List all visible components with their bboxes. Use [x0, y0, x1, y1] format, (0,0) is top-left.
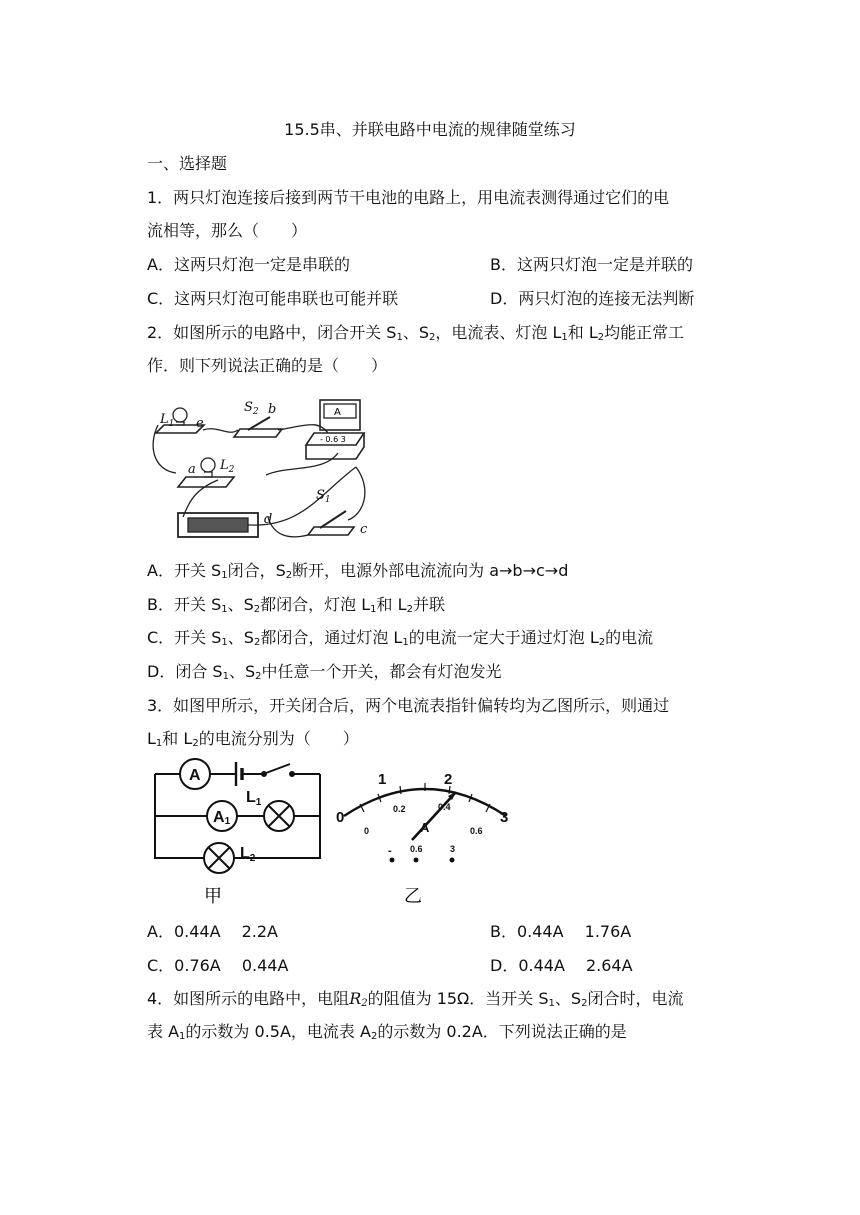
q3-option-a: A．0.44A 2.2A — [147, 922, 278, 941]
q2-option-d: D．闭合 $S_1$、$S_2$中任意一个开关，都会有灯泡发光 — [147, 662, 502, 682]
q1-option-c: C．这两只灯泡可能串联也可能并联 — [147, 289, 399, 308]
q2-stem-line2: 作．则下列说法正确的是（ ） — [147, 356, 388, 375]
q3-stem-line2: $L_1$和 $L_2$的电流分别为（ ） — [147, 729, 359, 749]
q1-option-a: A．这两只灯泡一定是串联的 — [147, 255, 350, 274]
yi-inner-tick-1: 0.2 — [393, 804, 406, 814]
jia-ammeter-a: A — [189, 767, 201, 784]
q3-meter-yi — [330, 770, 520, 910]
q3-stem-line1: 3．如图甲所示，开关闭合后，两个电流表指针偏转均为乙图所示，则通过 — [147, 696, 670, 715]
fig-label-d: d — [264, 512, 273, 527]
q1-stem-line1: 1．两只灯泡连接后接到两节干电池的电路上，用电流表测得通过它们的电 — [147, 188, 670, 207]
yi-unit-label: A — [420, 820, 430, 835]
yi-outer-tick-2: 2 — [444, 771, 453, 788]
q4-stem-line2: 表 $A_1$的示数为 0.5A，电流表 $A_2$的示数为 0.2A．下列说法正确的是 — [147, 1022, 627, 1042]
yi-inner-tick-2: 0.4 — [438, 802, 451, 812]
yi-outer-tick-0: 0 — [336, 809, 345, 826]
jia-label-l2: L2 — [240, 845, 256, 864]
fig-ammeter-terminals: - 0.6 3 — [320, 435, 346, 444]
q2-option-c: C．开关 $S_1$、$S_2$都闭合，通过灯泡 $L_1$的电流一定大于通过灯泡 $L_2$的电流 — [147, 628, 654, 648]
q3-option-c: C．0.76A 0.44A — [147, 956, 289, 975]
yi-inner-tick-3: 0.6 — [470, 826, 483, 836]
fig-label-a: a — [188, 462, 196, 477]
jia-caption: 甲 — [204, 886, 222, 907]
q3-option-d: D．0.44A 2.64A — [490, 956, 633, 975]
yi-terminal-06: 0.6 — [410, 844, 423, 854]
q1-option-b: B．这两只灯泡一定是并联的 — [490, 255, 693, 274]
fig-label-s2: $S_2$ — [244, 400, 259, 417]
q2-option-b: B．开关 $S_1$、$S_2$都闭合，灯泡 $L_1$和 $L_2$并联 — [147, 595, 445, 615]
jia-ammeter-a1: A1 — [213, 809, 231, 827]
section-heading: 一、选择题 — [147, 154, 228, 173]
q1-option-d: D．两只灯泡的连接无法判断 — [490, 289, 695, 308]
yi-outer-tick-1: 1 — [378, 771, 387, 788]
yi-caption: 乙 — [404, 886, 422, 907]
fig-label-s1: $S_1$ — [316, 488, 331, 505]
q2-circuit-figure — [148, 395, 378, 550]
q3-circuit-jia — [152, 762, 322, 907]
fig-label-l1: $L_1$ — [160, 412, 175, 429]
jia-label-l1: L1 — [246, 789, 262, 808]
yi-terminal-3: 3 — [450, 844, 456, 854]
yi-terminal-minus: - — [388, 845, 392, 857]
yi-outer-tick-3: 3 — [500, 809, 509, 826]
fig-label-e: e — [196, 416, 204, 431]
q4-stem-line1: 4．如图所示的电路中，电阻$R_2$的阻值为 15Ω．当开关 $S_1$、$S_2$闭合时，电流 — [147, 989, 684, 1009]
yi-inner-tick-0: 0 — [364, 826, 370, 836]
fig-label-b: b — [268, 402, 277, 417]
q3-option-b: B．0.44A 1.76A — [490, 922, 632, 941]
fig-ammeter-label: A — [334, 407, 341, 418]
fig-label-c: c — [360, 522, 368, 537]
q2-stem-line1: 2．如图所示的电路中，闭合开关 $S_1$、$S_2$，电流表、灯泡 $L_1$和 $L_2$均能正常工 — [147, 323, 685, 343]
q1-stem-line2: 流相等，那么（ ） — [147, 221, 308, 240]
page-title: 15.5串、并联电路中电流的规律随堂练习 — [284, 120, 576, 139]
fig-label-l2: $L_2$ — [220, 458, 235, 475]
q2-option-a: A．开关 $S_1$闭合，$S_2$断开，电源外部电流流向为 a→b→c→d — [147, 561, 569, 581]
